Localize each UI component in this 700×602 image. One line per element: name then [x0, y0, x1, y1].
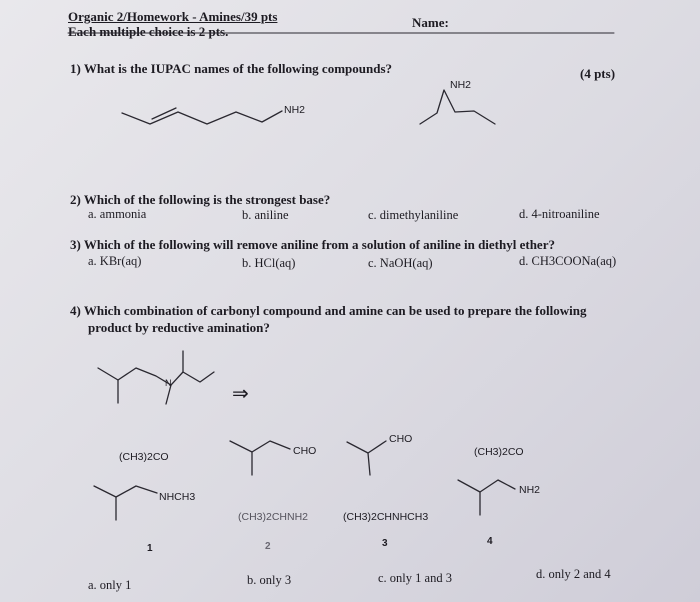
q4-answer-d[interactable]: d. only 2 and 4 [536, 567, 611, 581]
amine-4-label: NH2 [519, 484, 541, 496]
q1-nh2-label-1: NH2 [284, 104, 306, 116]
carbonyl-4-label: (CH3)2CO [474, 446, 524, 458]
carbonyl-3-chain-2 [368, 441, 386, 453]
question-1-points: (4 pts) [580, 66, 616, 81]
amine-4-chain [458, 480, 515, 492]
q1-nh2-label-2: NH2 [450, 79, 472, 91]
q4-product-right [171, 372, 214, 385]
question-4-text-line2: product by reductive amination? [88, 320, 270, 335]
q4-answer-a[interactable]: a. only 1 [88, 578, 132, 592]
carbonyl-1-label: (CH3)2CO [119, 451, 169, 463]
question-1-text: 1) What is the IUPAC names of the following compounds? [70, 61, 393, 76]
q3-option-a[interactable]: a. KBr(aq) [88, 254, 142, 268]
name-label: Name: [412, 15, 449, 30]
q3-option-d[interactable]: d. CH3COONa(aq) [519, 254, 617, 268]
q2-option-d[interactable]: d. 4-nitroaniline [519, 207, 600, 221]
question-3-text: 3) Which of the following will remove aniline from a solution of aniline in diethyl ether? [70, 237, 555, 252]
worksheet-subtitle: Each multiple choice is 2 pts. [68, 24, 229, 39]
question-4-text-line1: 4) Which combination of carbonyl compound and amine can be used to prepare the following [70, 303, 587, 318]
worksheet-title: Organic 2/Homework - Amines/39 pts [68, 9, 278, 24]
carbonyl-2-chain [230, 441, 290, 452]
q4-answer-b[interactable]: b. only 3 [247, 573, 292, 587]
amine-2-label: (CH3)2CHNH2 [238, 511, 309, 523]
q4-product-n-label: N [165, 378, 172, 388]
q3-option-c[interactable]: c. NaOH(aq) [368, 256, 433, 270]
carbonyl-3-chain [347, 442, 370, 475]
question-2-text: 2) Which of the following is the strongest base? [70, 192, 331, 207]
pair-number-1: 1 [147, 543, 153, 554]
q4-answer-c[interactable]: c. only 1 and 3 [378, 571, 452, 585]
carbonyl-3-label: CHO [389, 433, 413, 445]
pair-number-4: 4 [487, 536, 493, 547]
reaction-arrow-icon: ⇒ [232, 381, 249, 405]
amine-3-label: (CH3)2CHNHCH3 [343, 511, 429, 523]
q3-option-b[interactable]: b. HCl(aq) [242, 256, 296, 270]
amine-1-label: NHCH3 [159, 491, 196, 503]
q2-option-a[interactable]: a. ammonia [88, 207, 147, 221]
q4-product-left [98, 368, 171, 385]
q2-option-c[interactable]: c. dimethylaniline [368, 208, 459, 222]
pair-number-2: 2 [265, 541, 271, 552]
amine-1-chain [94, 486, 157, 497]
pair-number-3: 3 [382, 538, 388, 549]
carbonyl-2-label: CHO [293, 445, 317, 457]
q1-structure-1-chain [122, 111, 282, 124]
q2-option-b[interactable]: b. aniline [242, 208, 289, 222]
q1-structure-2-chain [420, 90, 495, 124]
